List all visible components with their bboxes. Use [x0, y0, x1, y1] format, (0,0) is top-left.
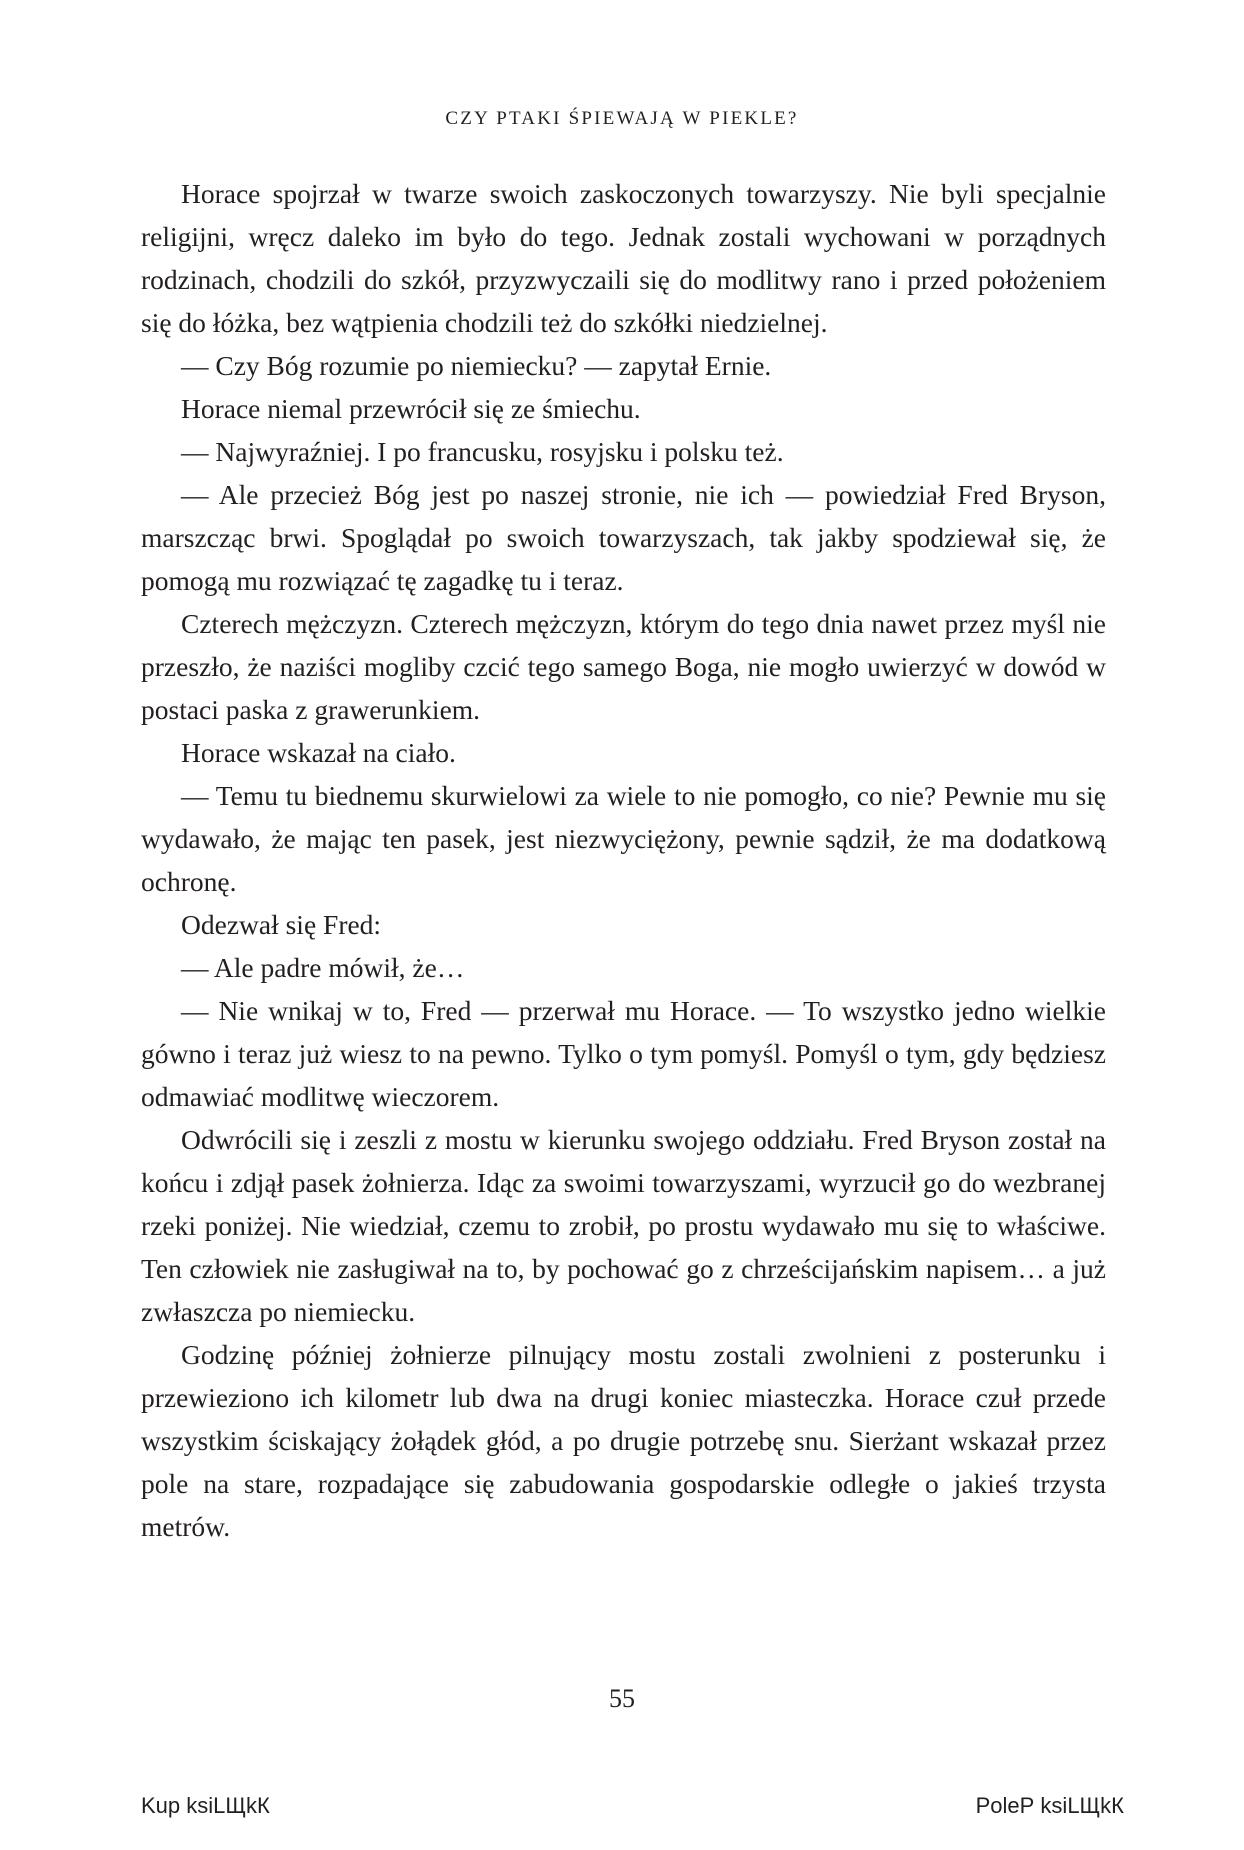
paragraph: Odwrócili się i zeszli z mostu w kierunku swojego oddziału. Fred Bryson został na końcu i zdjął pasek żołnierza. Idąc za swoimi towarzyszami, wyrzucił go do wezbranej rzeki poniżej. Nie wiedział, czemu to zrobił, po prostu wydawało mu się to właściwe. Ten człowiek nie zasługiwał na to, by pochować go z chrześcijańskim napisem… a już zwłaszcza po niemiecku. — [141, 1124, 1106, 1327]
paragraph: — Najwyraźniej. I po francusku, rosyjsku i polsku też. — [181, 436, 784, 467]
paragraph: Czterech mężczyzn. Czterech mężczyzn, którym do tego dnia nawet przez myśl nie przeszło, że naziści mogliby czcić tego samego Boga, nie mogło uwierzyć w dowód w postaci paska z grawerunkiem. — [141, 608, 1106, 725]
footer-recommend-link[interactable]: PoleР ksiLЩkК — [975, 1793, 1124, 1818]
paragraph: — Temu tu biednemu skurwielowi za wiele to nie pomogło, co nie? Pewnie mu się wydawało, że mając ten pasek, jest niezwyciężony, pewnie sądził, że ma dodatkową ochronę. — [141, 780, 1106, 897]
paragraph: — Ale padre mówił, że… — [181, 952, 465, 983]
paragraph: — Nie wnikaj w to, Fred — przerwał mu Horace. — To wszystko jedno wielkie gówno i teraz już wiesz to na pewno. Tylko o tym pomyśl. Pomyśl o tym, gdy będziesz odmawiać modlitwę wieczorem. — [141, 995, 1106, 1112]
paragraph: Odezwał się Fred: — [181, 909, 382, 940]
paragraph: Godzinę później żołnierze pilnujący mostu zostali zwolnieni z posterunku i przewieziono ich kilometr lub dwa na drugi koniec miasteczka. Horace czuł przede wszystkim ściskający żołądek głód, a po drugie potrzebę snu. Sierżant wskazał przez pole na stare, rozpadające się zabudowania gospodarskie odległe o jakieś trzysta metrów. — [141, 1339, 1106, 1542]
footer-buy-link[interactable]: Kup ksiLЩkК — [141, 1793, 270, 1818]
paragraph: Horace wskazał na ciało. — [181, 737, 456, 768]
running-title: CZY PTAKI ŚPIEWAJĄ W PIEKLE? — [445, 108, 799, 129]
paragraph: — Ale przecież Bóg jest po naszej stronie, nie ich — powiedział Fred Bryson, marszcząc brwi. Spoglądał po swoich towarzyszach, tak jakby spodziewał się, że pomogą mu rozwiązać tę zagadkę tu i teraz. — [141, 479, 1106, 596]
paragraph: Horace spojrzał w twarze swoich zaskoczonych towarzyszy. Nie byli specjalnie religijni, wręcz daleko im było do tego. Jednak zostali wychowani w porządnych rodzinach, chodzili do szkół, przyzwyczaili się do modlitwy rano i przed położeniem się do łóżka, bez wątpienia chodzili też do szkółki niedzielnej. — [141, 178, 1106, 338]
paragraph: Horace niemal przewrócił się ze śmiechu. — [181, 393, 641, 424]
body-text — [141, 172, 1106, 1548]
paragraph: — Czy Bóg rozumie po niemiecku? — zapytał Ernie. — [181, 350, 772, 381]
page-number: 55 — [609, 1684, 635, 1713]
